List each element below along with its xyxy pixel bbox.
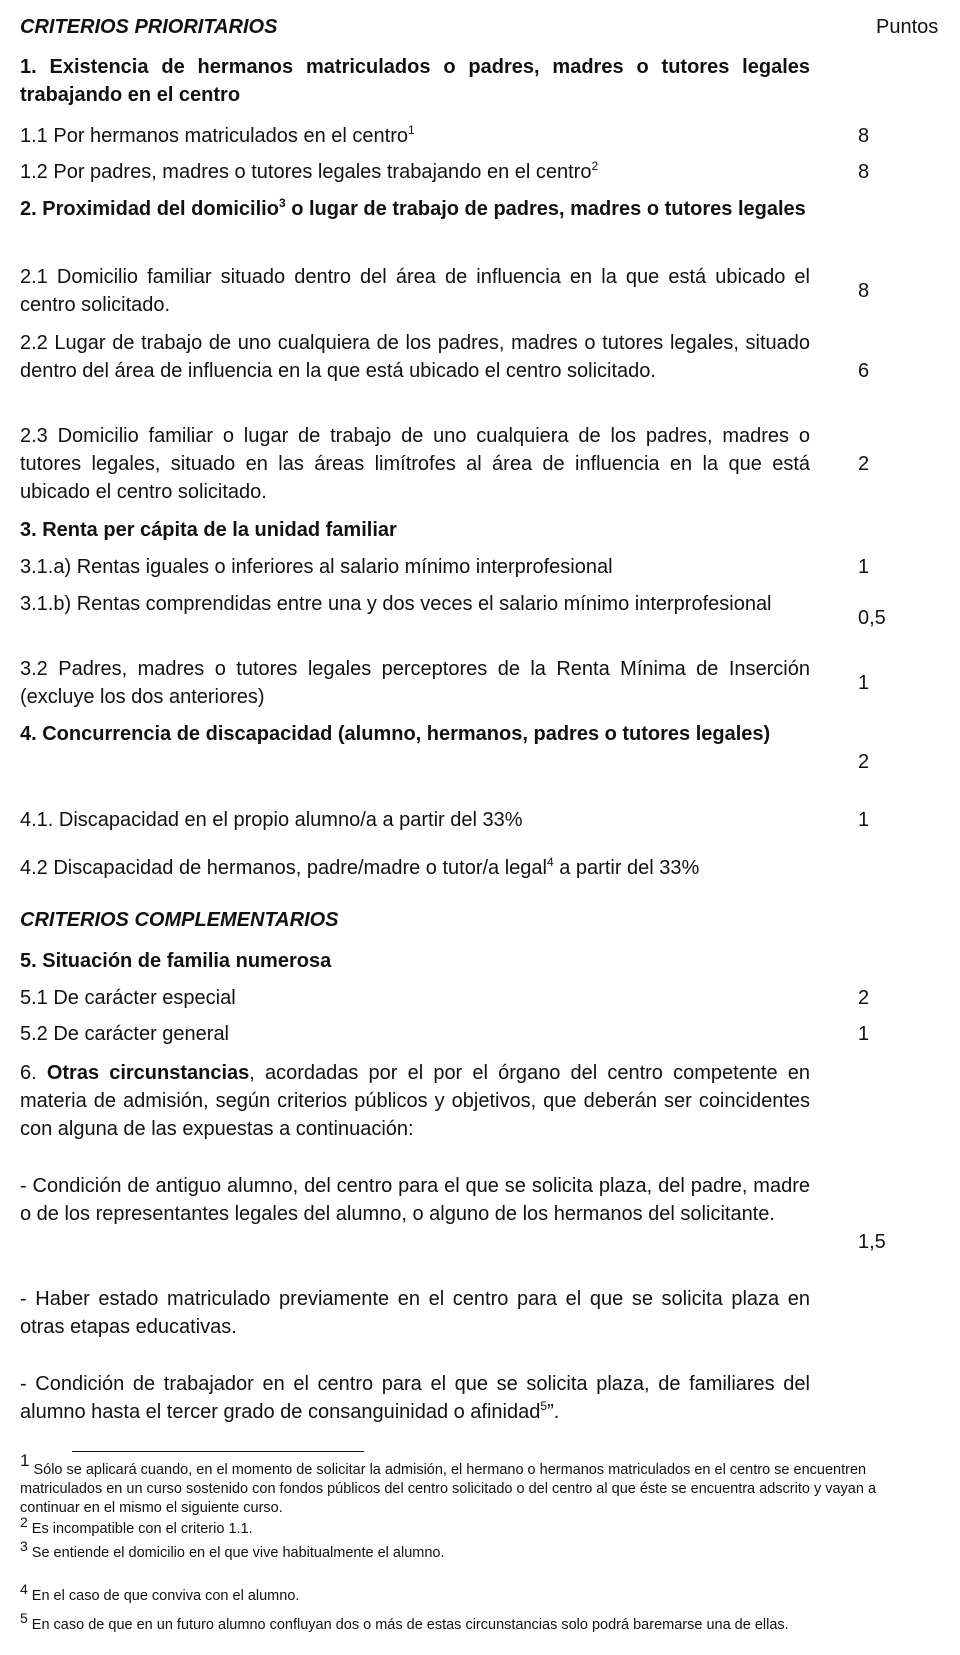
footnote-1: 1 Sólo se aplicará cuando, en el momento de solicitar la admisión, el hermano o hermanos matriculados en el centro se encuentren matriculados en un curso sostenido con fondos públicos del centro solicitado o del centro al que éste se encuentra adscrito y vayan a continuar en el mismo el siguiente curso. — [20, 1451, 877, 1516]
item-1-1-points: 8 — [858, 125, 870, 147]
item-3-1a: 3.1.a) Rentas iguales o inferiores al salario mínimo interprofesional — [20, 556, 613, 578]
bullet-2: - Haber estado matriculado previamente en el centro para el que se solicita plaza en otras etapas educativas. — [20, 1288, 810, 1338]
footnote-ref-2: 2 — [591, 159, 599, 173]
item-2-1: 2.1 Domicilio familiar situado dentro del área de influencia en la que está ubicado el centro solicitado. — [20, 266, 810, 316]
criterion-6-points: 1,5 — [858, 1231, 886, 1253]
item-5-1-points: 2 — [858, 987, 870, 1009]
item-3-2-points: 1 — [858, 672, 870, 694]
item-1-1: 1.1 Por hermanos matriculados en el centro$^1$ — [20, 123, 415, 147]
criterion-5-title: 5. Situación de familia numerosa — [20, 950, 332, 972]
footnote-ref-5: 5 — [540, 1399, 548, 1413]
item-2-2: 2.2 Lugar de trabajo de uno cualquiera de los padres, madres o tutores legales, situado dentro del área de influencia en la que está ubicado el centro solicitado. — [20, 332, 810, 382]
footnote-3: 3 Se entiende el domicilio en el que vive habitualmente el alumno. — [20, 1538, 445, 1561]
item-2-1-points: 8 — [858, 280, 870, 302]
item-5-2-points: 1 — [858, 1023, 870, 1045]
footnote-4: 4 En el caso de que conviva con el alumno. — [20, 1581, 300, 1604]
item-2-3-points: 2 — [858, 453, 870, 475]
footnote-ref-4: 4 — [546, 855, 554, 869]
item-5-1: 5.1 De carácter especial — [20, 987, 236, 1009]
bullet-1: - Condición de antiguo alumno, del centro para el que se solicita plaza, del padre, madre o de los representantes legales del alumno, o alguno de los hermanos del solicitante. — [20, 1175, 810, 1225]
criterion-4-points: 2 — [858, 751, 870, 773]
bullet-3: - Condición de trabajador en el centro para el que se solicita plaza, de familiares del alumno hasta el tercer grado de consanguinidad o afinidad$^5$”. — [20, 1373, 810, 1423]
footnote-ref-3: 3 — [278, 196, 286, 210]
footnote-ref-1: 1 — [407, 123, 415, 137]
item-3-2: 3.2 Padres, madres o tutores legales perceptores de la Renta Mínima de Inserción (excluye los dos anteriores) — [20, 658, 810, 708]
points-header: Puntos — [876, 16, 939, 38]
item-1-2: 1.2 Por padres, madres o tutores legales trabajando en el centro$^2$ — [20, 159, 599, 183]
criterion-6-text: 6. Otras circunstancias, acordadas por el por el órgano del centro competente en materia de admisión, según criterios públicos y objetivos, que deberán ser coincidentes con alguna de las expuestas a continuación: — [20, 1062, 810, 1140]
prioritarios-heading: CRITERIOS PRIORITARIOS — [20, 16, 278, 38]
criterion-4-title: 4. Concurrencia de discapacidad (alumno, hermanos, padres o tutores legales) — [20, 723, 771, 745]
footnote-2: 2 Es incompatible con el criterio 1.1. — [20, 1514, 253, 1537]
item-3-1b: 3.1.b) Rentas comprendidas entre una y dos veces el salario mínimo interprofesional — [20, 593, 772, 615]
item-5-2: 5.2 De carácter general — [20, 1023, 230, 1045]
criterion-6-bold: Otras circunstancias — [46, 1062, 250, 1084]
criterion-1-title: 1. Existencia de hermanos matriculados o padres, madres o tutores legales trabajando en el centro — [20, 56, 810, 106]
footnote-separator — [72, 1451, 364, 1452]
item-2-3: 2.3 Domicilio familiar o lugar de trabajo de uno cualquiera de los padres, madres o tutores legales, situado en las áreas limítrofes al área de influencia en la que está ubicado el centro solicitado. — [20, 425, 810, 503]
item-4-1-points: 1 — [858, 809, 870, 831]
item-4-2: 4.2 Discapacidad de hermanos, padre/madre o tutor/a legal$^4$ a partir del 33% — [20, 855, 700, 879]
footnote-5: 5 En caso de que en un futuro alumno confluyan dos o más de estas circunstancias solo podrá baremarse una de ellas. — [20, 1610, 789, 1633]
criterion-3-title: 3. Renta per cápita de la unidad familiar — [20, 519, 397, 541]
item-3-1b-points: 0,5 — [858, 607, 886, 629]
complementarios-heading: CRITERIOS COMPLEMENTARIOS — [20, 909, 339, 931]
item-2-2-points: 6 — [858, 360, 870, 382]
item-3-1a-points: 1 — [858, 556, 870, 578]
item-1-2-points: 8 — [858, 161, 870, 183]
item-4-1: 4.1. Discapacidad en el propio alumno/a a partir del 33% — [20, 809, 523, 831]
criterion-2-title: 2. Proximidad del domicilio$^3$ o lugar de trabajo de padres, madres o tutores legales — [20, 196, 806, 220]
